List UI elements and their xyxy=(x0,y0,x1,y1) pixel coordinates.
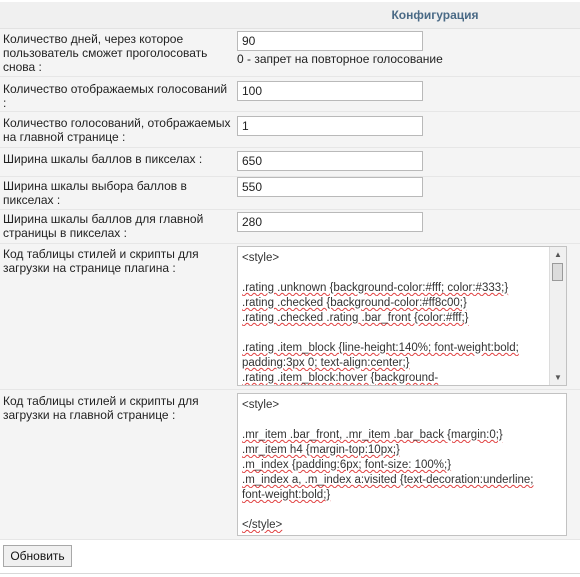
scale-width-input[interactable] xyxy=(237,151,423,171)
main-css-content xyxy=(242,398,562,533)
main-scale-width-input[interactable] xyxy=(237,212,423,232)
code-line: .rating .item_block {line-height:140%; font-weight:bold; xyxy=(242,342,519,354)
code-line: .rating .checked .rating .bar_front {color:#fff;} xyxy=(242,312,469,324)
code-line: .rating .unknown {background-color:#fff; color:#333;} xyxy=(242,282,509,294)
main-polls-count-label: Количество голосований, отображаемых на главной странице : xyxy=(3,116,231,144)
submit-area xyxy=(0,540,580,577)
code-line: .m_index {padding:6px; font-size: 100%;} xyxy=(242,459,452,471)
main-polls-count-input[interactable] xyxy=(237,116,423,136)
config-row-scale-width xyxy=(0,148,580,177)
code-line xyxy=(242,413,562,428)
code-line: .m_index a, .m_index a:visited {text-decoration:underline; xyxy=(242,474,534,486)
code-line: .mr_item .bar_front, .mr_item .bar_back {margin:0;} xyxy=(242,429,503,441)
code-line: .rating .item_block:hover {background- xyxy=(242,372,439,384)
update-button[interactable]: Обновить xyxy=(3,545,72,567)
config-row-plugin-css xyxy=(0,244,580,390)
main-css-textarea[interactable] xyxy=(237,393,567,536)
code-line: padding:3px 0; text-align:center;} xyxy=(242,357,410,369)
code-line xyxy=(242,266,548,281)
code-line: </style> xyxy=(242,519,283,531)
code-line: .rating .checked {background-color:#ff8c00;} xyxy=(242,297,467,309)
config-row-main-css xyxy=(0,390,580,540)
polls-count-label: Количество отображаемых голосований : xyxy=(3,82,228,110)
plugin-css-content xyxy=(242,251,548,386)
bottom-divider xyxy=(0,573,580,574)
scroll-down-arrow-icon[interactable]: ▼ xyxy=(554,373,562,382)
config-row-vote-days xyxy=(0,29,580,77)
code-line xyxy=(242,326,548,341)
config-row-choice-scale-width xyxy=(0,177,580,210)
plugin-css-label: Код таблицы стилей и скрипты для загрузки на странице плагина : xyxy=(3,247,199,275)
code-line: <style> xyxy=(242,399,280,411)
config-header xyxy=(0,2,580,29)
code-line: <style> xyxy=(242,252,280,264)
vote-days-label: Количество дней, через которое пользователь сможет проголосовать снова : xyxy=(3,32,208,74)
plugin-css-scrollbar[interactable] xyxy=(549,247,566,385)
code-line: font-weight:bold;} xyxy=(242,489,331,501)
config-row-main-scale-width xyxy=(0,210,580,244)
scrollbar-thumb[interactable] xyxy=(552,263,563,281)
polls-count-input[interactable] xyxy=(237,81,423,101)
choice-scale-width-label: Ширина шкалы выбора баллов в пикселах : xyxy=(3,179,187,207)
plugin-css-textarea[interactable] xyxy=(237,246,567,386)
choice-scale-width-input[interactable] xyxy=(237,177,423,197)
scale-width-label: Ширина шкалы баллов в пикселах : xyxy=(3,152,203,166)
vote-days-input[interactable] xyxy=(237,31,423,51)
main-css-label: Код таблицы стилей и скрипты для загрузки на главной странице : xyxy=(3,394,199,422)
vote-days-hint: 0 - запрет на повторное голосование xyxy=(237,52,443,66)
code-line: .mr_item h4 {margin-top:10px;} xyxy=(242,444,400,456)
scroll-up-arrow-icon[interactable]: ▲ xyxy=(554,250,562,259)
code-line xyxy=(242,503,562,518)
config-header-title: Конфигурация xyxy=(391,8,479,22)
main-scale-width-label: Ширина шкалы баллов для главной страницы в пикселах : xyxy=(3,212,204,240)
config-row-main-polls-count xyxy=(0,112,580,148)
config-row-polls-count xyxy=(0,77,580,112)
